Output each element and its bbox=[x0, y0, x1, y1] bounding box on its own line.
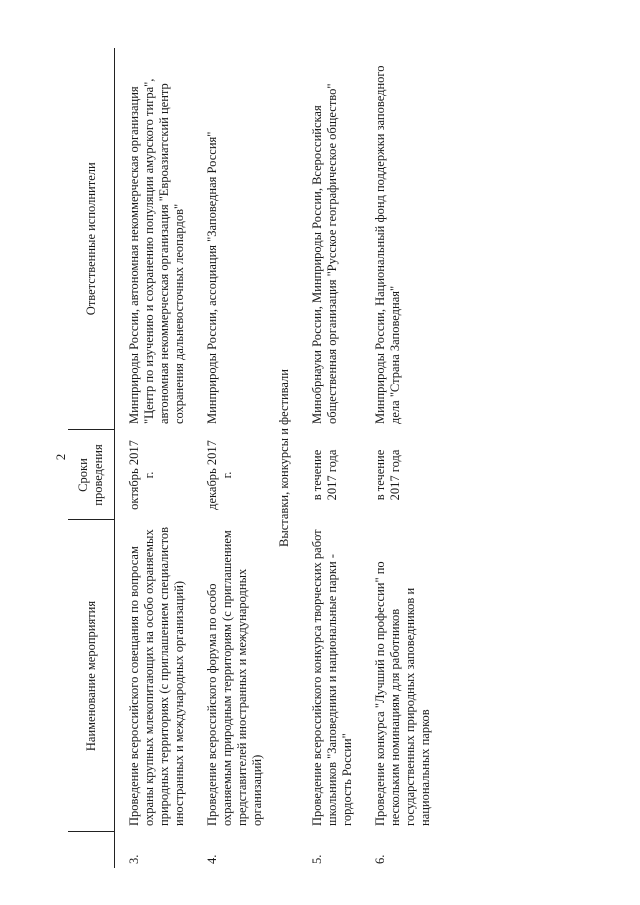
row-number: 5. bbox=[310, 854, 324, 864]
row-number: 3. bbox=[127, 854, 141, 864]
events-table bbox=[68, 48, 439, 868]
row-executors: Минприроды России, автономная некоммерческая организация "Центр по изучению и сохранению популяции амурского тигра", автономная некоммерческая организация "Евроазиатский центр сохранения дальневосточных леопардов" bbox=[127, 78, 186, 424]
table-header-row bbox=[68, 48, 115, 868]
row-name: Проведение всероссийского совещания по вопросам охраны крупных млекопитающих на особо охраняемых природных территориях (с приглашением специалистов иностранных и международных организаций) bbox=[127, 526, 186, 826]
row-term: декабрь 2017 г. bbox=[205, 440, 234, 510]
page-number: 2 bbox=[53, 453, 68, 461]
table-row bbox=[193, 48, 271, 868]
row-name: Проведение всероссийского форума по особо охраняемым природным территориям (с приглашением представителей иностранных и международных организаций) bbox=[205, 530, 264, 826]
table-row bbox=[361, 48, 439, 868]
row-executors: Минприроды России, Национальный фонд поддержки заповедного дела "Страна Заповедная" bbox=[373, 65, 402, 424]
row-number: 4. bbox=[205, 854, 219, 864]
row-executors: Минобрнауки России, Минприроды России, Всероссийская общественная организация "Русское географическое общество" bbox=[310, 83, 339, 424]
row-name: Проведение конкурса "Лучший по профессии" по нескольким номинациям для работников государственных природных заповедников и национальных парков bbox=[373, 561, 432, 826]
section-row bbox=[271, 48, 298, 868]
row-term: октябрь 2017 г. bbox=[127, 440, 156, 510]
header-executors: Ответственные исполнители bbox=[68, 48, 115, 430]
row-executors: Минприроды России, ассоциация "Заповедная Россия" bbox=[205, 131, 219, 424]
table-row bbox=[115, 48, 194, 868]
table-row bbox=[298, 48, 361, 868]
section-title: Выставки, конкурсы и фестивали bbox=[277, 369, 291, 548]
row-term: в течение 2017 года bbox=[310, 449, 339, 501]
row-term: в течение 2017 года bbox=[373, 449, 402, 501]
header-term: Сроки проведения bbox=[68, 430, 115, 520]
row-name: Проведение всероссийского конкурса творческих работ школьников "Заповедники и национальные парки - гордость России" bbox=[310, 529, 354, 826]
rotated-table-frame bbox=[68, 48, 588, 868]
header-number bbox=[68, 832, 115, 868]
row-number: 6. bbox=[373, 854, 387, 864]
header-name: Наименование мероприятия bbox=[68, 520, 115, 832]
